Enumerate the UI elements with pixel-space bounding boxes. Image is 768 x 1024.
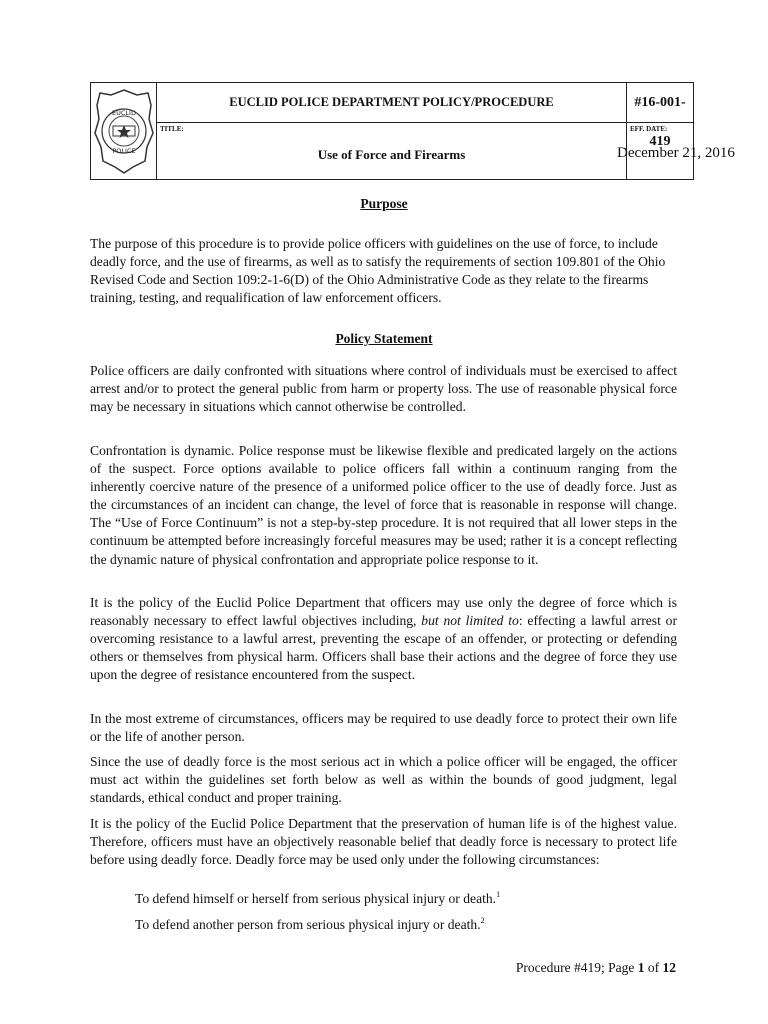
footer-page-number: 1 (637, 960, 645, 975)
policy-paragraph-5: Since the use of deadly force is the most serious act in which a police officer will be engaged, the officer must act within the guidelines set forth below as well as within the bounds of good judgment, legal standards, ethical conduct and proper training. (90, 754, 677, 806)
deadly-force-item-2 (135, 916, 675, 934)
department-policy-title (157, 83, 627, 123)
footer-prefix: Procedure #419; Page (515, 960, 638, 975)
eff-date-label: EFF. DATE: (630, 125, 668, 133)
policy-paragraph-6: It is the policy of the Euclid Police Department that the preservation of human life is of the highest value. Therefore, officers must have an objectively reasonable belief that deadly force is necessary to protect life before using deadly force. Deadly force may be used only under the following circumstances: (90, 816, 677, 868)
policy-paragraph-3-b: : effecting a lawful arrest or overcoming resistance to a lawful arrest, preventing the escape of an offender, or protecting or defending others or themselves from physical harm. Officers shall base their actions and the degree of force they use upon the degree of resistance encountered from the suspect. (90, 613, 677, 683)
procedure-title-cell (157, 123, 627, 179)
policy-paragraph-4: In the most extreme of circumstances, officers may be required to use deadly force to protect their own life or the life of another person. (90, 711, 677, 745)
policy-paragraph-2: Confrontation is dynamic. Police response must be likewise flexible and predicated largely on the actions of the suspect. Force options available to police officers fall within a continuum ranging from the inherently coercive nature of the presence of a uniformed police officer to the use of deadly force. Just as the circumstances of an incident can change, the level of force that is reasonable in response will change. The “Use of Force Continuum” is not a step-by-step procedure. It is not required that all lower steps in the continuum be attempted before increasingly forceful measures may be used; rather it is a concept reflecting the dynamic nature of physical confrontation and appropriate police response to it. (90, 443, 677, 567)
policy-paragraph-3-a: It is the policy of the Euclid Police Department that officers may use only the degree of force which is reasonably necessary to effect lawful objectives including, (90, 595, 677, 629)
purpose-paragraph: The purpose of this procedure is to provide police officers with guidelines on the use of force, to include deadly force, and the use of firearms, as well as to satisfy the requirements of section 109.801 of the Ohio Revised Code and Section 109:2-1-6(D) of the Ohio Administrative Code as they relate to the firearms training, testing, and requalification of law enforcement officers. (90, 236, 666, 306)
deadly-force-item-1 (135, 890, 675, 908)
police-badge-logo (91, 83, 157, 179)
deadly-force-item-1-text: To defend himself or herself from serious physical injury or death. (135, 891, 497, 906)
purpose-heading: Purpose (360, 196, 408, 211)
procedure-title: Use of Force and Firearms (317, 147, 466, 162)
policy-paragraph-1: Police officers are daily confronted with situations where control of individuals must be exercised to affect arrest and/or to protect the general public from harm or property loss. The use of reasonable physical force may be necessary in situations which cannot otherwise be controlled. (90, 363, 677, 415)
badge-text-bottom: POLICE (112, 147, 136, 155)
footer-of: of (644, 960, 663, 975)
policy-number-text: #16-001-419 (634, 95, 686, 149)
footnote-ref-2[interactable]: 2 (480, 916, 485, 925)
effective-date-cell (617, 123, 735, 179)
footer-total-pages: 12 (662, 960, 676, 975)
badge-icon (93, 87, 155, 175)
policy-paragraph-3 (90, 594, 677, 684)
badge-text-top: EUCLID (112, 109, 136, 117)
deadly-force-item-2-text: To defend another person from serious physical injury or death. (135, 917, 481, 932)
title-label: TITLE: (160, 125, 184, 133)
department-policy-title-text: EUCLID POLICE DEPARTMENT POLICY/PROCEDURE (229, 95, 554, 109)
page-footer (516, 960, 676, 976)
effective-date: December 21, 2016 (617, 145, 735, 161)
footnote-ref-1[interactable]: 1 (496, 890, 501, 899)
policy-paragraph-3-italic: but not limited to (421, 613, 519, 629)
document-header (90, 82, 735, 180)
policy-statement-heading: Policy Statement (335, 331, 433, 346)
